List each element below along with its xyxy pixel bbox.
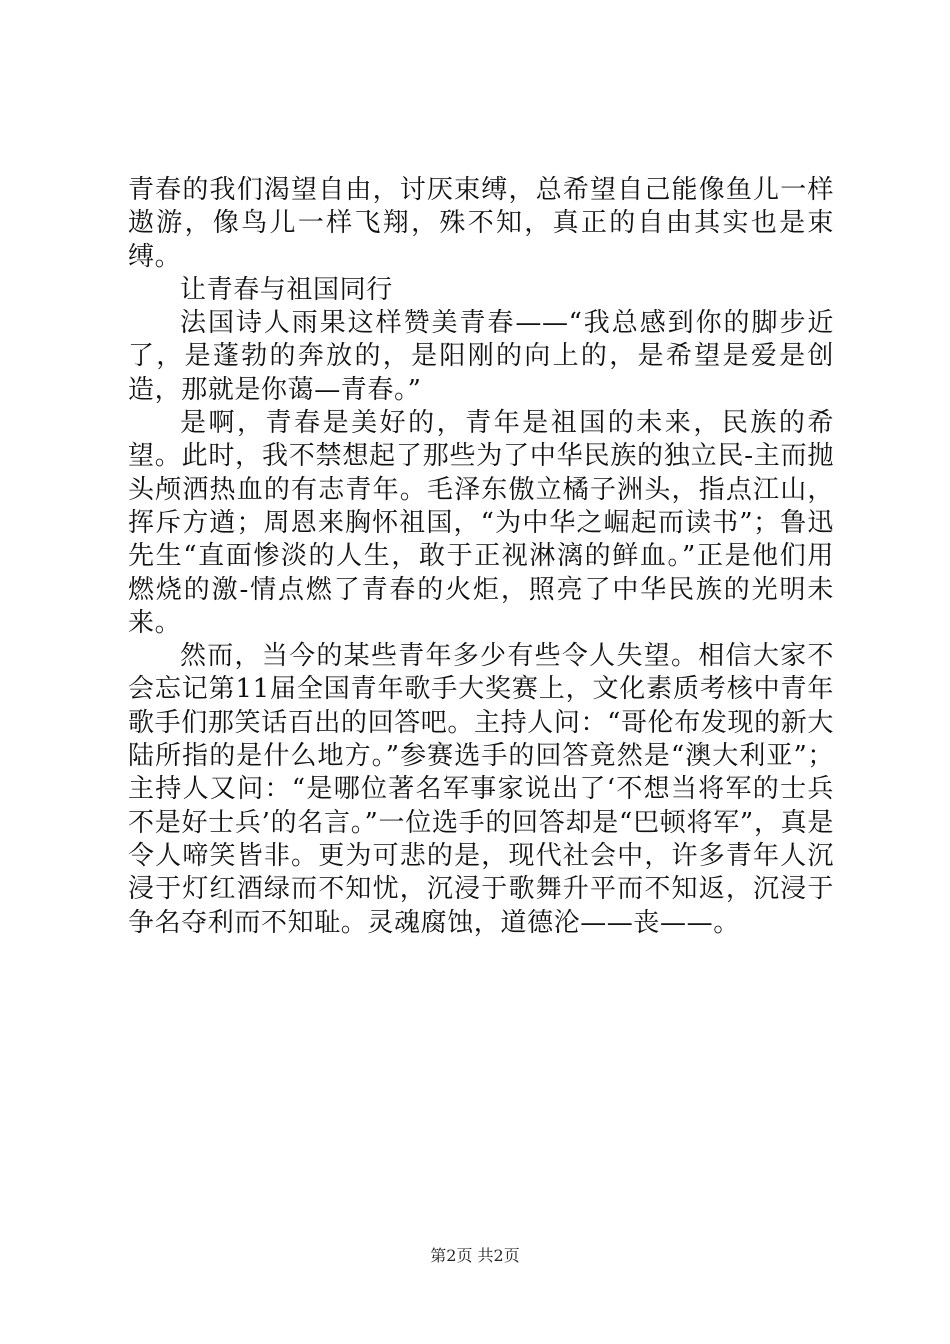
paragraph-continuation: 青春的我们渴望自由，讨厌束缚，总希望自己能像鱼儿一样遨游，像鸟儿一样飞翔，殊不知，真正的自由其实也是束缚。 [128,175,834,272]
document-body [128,174,834,940]
section-heading: 让青春与祖国同行 [180,274,393,305]
paragraph-hugo-quote: 法国诗人雨果这样赞美青春——“我总感到你的脚步近了，是蓬勃的奔放的，是阳刚的向上的，是希望是爱是创造，那就是你蔼—青春。” [128,308,834,405]
paragraph-youth-heroes: 是啊，青春是美好的，青年是祖国的未来，民族的希望。此时，我不禁想起了那些为了中华民族的独立民-主而抛头颅洒热血的有志青年。毛泽东傲立橘子洲头，指点江山，挥斥方遒；周恩来胸怀祖国，“为中华之崛起而读书”；鲁迅先生“直面惨淡的人生，敢于正视淋漓的鲜血。”正是他们用燃烧的激-情点燃了青春的火炬，照亮了中华民族的光明未来。 [128,408,834,638]
paragraph-modern-youth: 然而，当今的某些青年多少有些令人失望。相信大家不会忘记第11届全国青年歌手大奖赛上，文化素质考核中青年歌手们那笑话百出的回答吧。主持人问：“哥伦布发现的新大陆所指的是什么地方。”参赛选手的回答竟然是“澳大利亚”；主持人又问：“是哪位著名军事家说出了‘不想当将军的士兵不是好士兵’的名言。”一位选手的回答却是“巴顿将军”，真是令人啼笑皆非。更为可悲的是，现代社会中，许多青年人沉浸于灯红酒绿而不知忧，沉浸于歌舞升平而不知返，沉浸于争名夺利而不知耻。灵魂腐蚀，道德沦——丧——。 [128,641,834,938]
page-number-footer: 第2页 共2页 [430,1246,520,1265]
